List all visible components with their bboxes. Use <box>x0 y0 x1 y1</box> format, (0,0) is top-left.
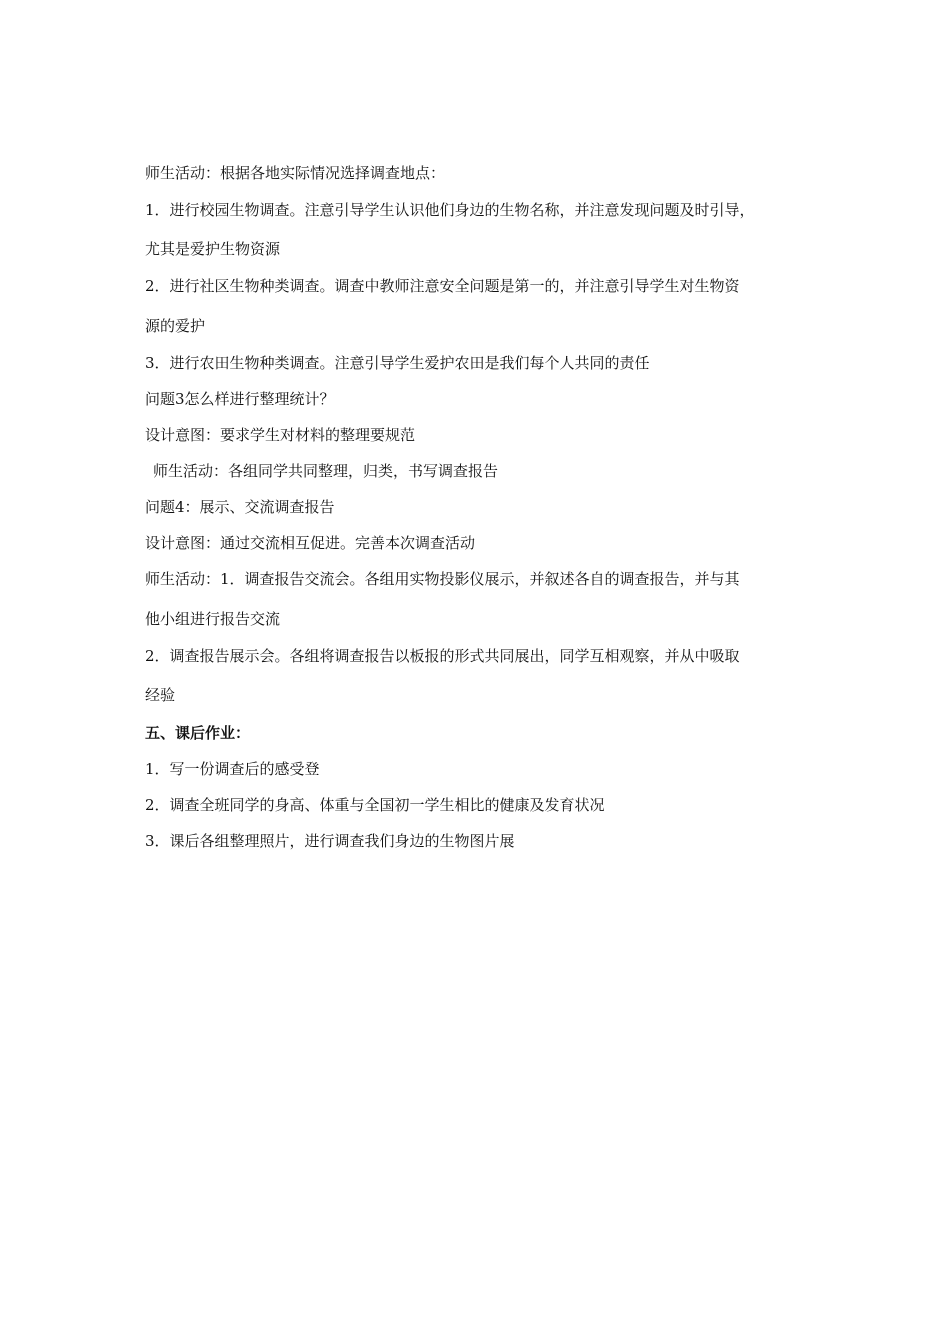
text-line: 他小组进行报告交流 <box>145 610 281 628</box>
text-line: 1．写一份调查后的感受登 <box>145 760 320 778</box>
text-line: 师生活动：根据各地实际情况选择调查地点： <box>145 164 446 182</box>
text-line: 经验 <box>145 686 176 704</box>
text-line: 师生活动：1．调查报告交流会。各组用实物投影仪展示，并叙述各自的调查报告，并与其 <box>145 570 740 588</box>
text-line: 尤其是爱护生物资源 <box>145 240 281 258</box>
section-heading: 五、课后作业： <box>145 724 251 742</box>
text-line: 设计意图：要求学生对材料的整理要规范 <box>145 426 416 444</box>
text-line: 3．课后各组整理照片，进行调查我们身边的生物图片展 <box>145 832 515 850</box>
text-line: 问题4：展示、交流调查报告 <box>145 498 335 516</box>
text-line: 师生活动：各组同学共同整理，归类，书写调查报告 <box>153 462 499 480</box>
text-line: 3．进行农田生物种类调查。注意引导学生爱护农田是我们每个人共同的责任 <box>145 354 650 372</box>
text-line: 源的爱护 <box>145 317 206 335</box>
text-line: 2．进行社区生物种类调查。调查中教师注意安全问题是第一的，并注意引导学生对生物资 <box>145 277 740 295</box>
text-line: 2．调查报告展示会。各组将调查报告以板报的形式共同展出，同学互相观察，并从中吸取 <box>145 647 740 665</box>
text-line: 设计意图：通过交流相互促进。完善本次调查活动 <box>145 534 476 552</box>
text-line: 2．调查全班同学的身高、体重与全国初一学生相比的健康及发育状况 <box>145 796 605 814</box>
text-line: 问题3怎么样进行整理统计？ <box>145 390 335 408</box>
text-line: 1．进行校园生物调查。注意引导学生认识他们身边的生物名称，并注意发现问题及时引导， <box>145 201 755 219</box>
